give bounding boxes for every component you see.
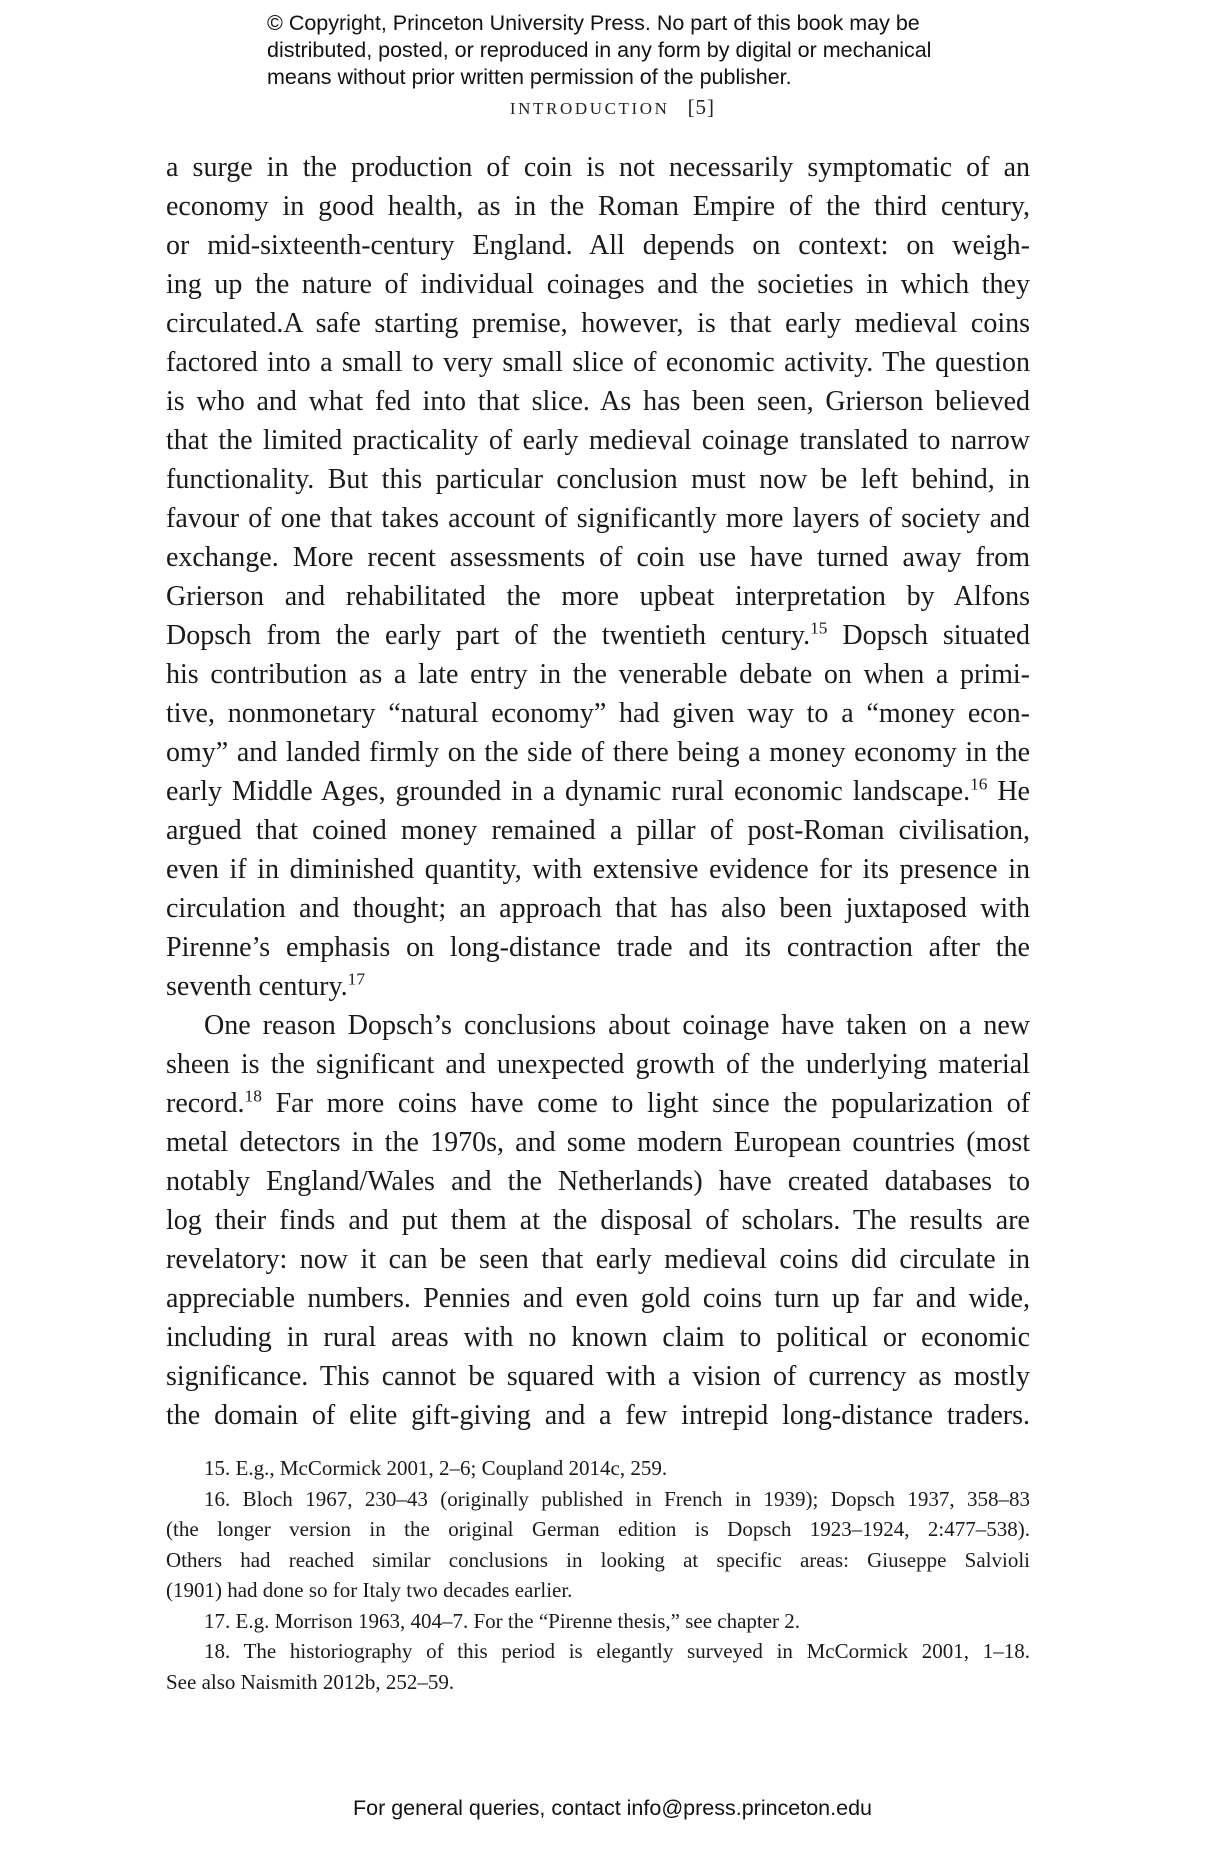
footnote-16: 16. Bloch 1967, 230–43 (originally published in French in 1939); Dopsch 1937, 358–83 xyxy=(204,1486,1030,1511)
text-line: circulated.A safe starting premise, however, is that early medieval coins xyxy=(166,308,1030,339)
text-fragment: Dopsch from the early part of the twentieth century. xyxy=(166,620,811,651)
copyright-line: © Copyright, Princeton University Press. No part of this book may be xyxy=(267,11,920,35)
text-line: tive, nonmonetary “natural economy” had given way to a “money econ- xyxy=(166,698,1030,729)
text-line: metal detectors in the 1970s, and some modern European countries (most xyxy=(166,1127,1030,1158)
running-head xyxy=(0,95,1225,120)
text-line xyxy=(166,1084,1030,1123)
footnote-line: (1901) had done so for Italy two decades earlier. xyxy=(166,1578,573,1602)
text-line: circulation and thought; an approach that has also been juxtaposed with xyxy=(166,893,1030,924)
text-line: Pirenne’s emphasis on long-distance trade and its contraction after the xyxy=(166,932,1030,963)
text-line: sheen is the significant and unexpected growth of the underlying material xyxy=(166,1049,1030,1080)
text-line: functionality. But this particular conclusion must now be left behind, in xyxy=(166,464,1030,495)
text-fragment: record. xyxy=(166,1088,245,1119)
text-line: even if in diminished quantity, with extensive evidence for its presence in xyxy=(166,854,1030,885)
footnote-line: (the longer version in the original German edition is Dopsch 1923–1924, 2:477–538). xyxy=(166,1517,1030,1541)
text-line: or mid-sixteenth-century England. All depends on context: on weigh- xyxy=(166,230,1030,261)
footnote-ref: 17 xyxy=(347,969,366,989)
copyright-line: distributed, posted, or reproduced in any form by digital or mechanical xyxy=(267,38,932,62)
text-line: One reason Dopsch’s conclusions about coinage have taken on a new xyxy=(204,1010,1030,1041)
footnote-line: Others had reached similar conclusions in looking at specific areas: Giuseppe Salvioli xyxy=(166,1547,1030,1572)
text-line: economy in good health, as in the Roman Empire of the third century, xyxy=(166,191,1030,222)
copyright-line: means without prior written permission of the publisher. xyxy=(267,65,792,89)
text-line xyxy=(166,616,1030,655)
text-line: appreciable numbers. Pennies and even gold coins turn up far and wide, xyxy=(166,1283,1030,1314)
text-line xyxy=(166,967,1030,1006)
text-line: Grierson and rehabilitated the more upbeat interpretation by Alfons xyxy=(166,581,1030,612)
text-line: his contribution as a late entry in the venerable debate on when a primi- xyxy=(166,659,1030,690)
text-line: significance. This cannot be squared with a vision of currency as mostly xyxy=(166,1361,1030,1392)
page-number: [5] xyxy=(687,95,716,119)
text-line: ing up the nature of individual coinages and the societies in which they xyxy=(166,269,1030,300)
text-line: exchange. More recent assessments of coin use have turned away from xyxy=(166,542,1030,573)
footnote-ref: 18 xyxy=(244,1086,262,1106)
text-line: argued that coined money remained a pillar of post-Roman civilisation, xyxy=(166,815,1030,846)
text-line: a surge in the production of coin is not necessarily symptomatic of an xyxy=(166,152,1030,183)
text-line: omy” and landed firmly on the side of there being a money economy in the xyxy=(166,737,1030,768)
footnote-17: 17. E.g. Morrison 1963, 404–7. For the “Pirenne thesis,” see chapter 2. xyxy=(204,1608,801,1633)
text-line: notably England/Wales and the Netherlands) have created databases to xyxy=(166,1166,1030,1197)
copyright-notice xyxy=(267,10,987,91)
text-line: revelatory: now it can be seen that early medieval coins did circulate in xyxy=(166,1244,1030,1275)
text-fragment: early Middle Ages, grounded in a dynamic rural economic landscape. xyxy=(166,776,971,807)
footnote-ref: 15 xyxy=(810,618,828,638)
text-line: including in rural areas with no known claim to political or economic xyxy=(166,1322,1030,1353)
footnotes xyxy=(166,1453,1030,1697)
text-line: the domain of elite gift-giving and a few intrepid long-distance traders. xyxy=(166,1400,1030,1431)
text-line: log their finds and put them at the disposal of scholars. The results are xyxy=(166,1205,1030,1236)
text-fragment: He xyxy=(987,776,1030,807)
text-fragment: seventh century. xyxy=(166,971,348,1002)
footnote-ref: 16 xyxy=(970,774,988,794)
footer-contact: For general queries, contact info@press.princeton.edu xyxy=(352,1796,872,1820)
text-line: favour of one that takes account of significantly more layers of society and xyxy=(166,503,1030,534)
text-line xyxy=(166,772,1030,811)
text-fragment: Far more coins have come to light since the popularization of xyxy=(261,1088,1030,1119)
text-line: factored into a small to very small slice of economic activity. The question xyxy=(166,347,1030,378)
running-head-title: INTRODUCTION xyxy=(509,99,670,118)
body-text xyxy=(166,148,1030,1435)
footnote-15: 15. E.g., McCormick 2001, 2–6; Coupland 2014c, 259. xyxy=(204,1456,668,1480)
text-line: that the limited practicality of early medieval coinage translated to narrow xyxy=(166,425,1030,456)
footnote-18: 18. The historiography of this period is elegantly surveyed in McCormick 2001, 1–18. xyxy=(204,1639,1030,1663)
footnote-line: See also Naismith 2012b, 252–59. xyxy=(166,1669,455,1694)
text-line: is who and what fed into that slice. As has been seen, Grierson believed xyxy=(166,386,1030,417)
text-fragment: Dopsch situated xyxy=(827,620,1030,651)
